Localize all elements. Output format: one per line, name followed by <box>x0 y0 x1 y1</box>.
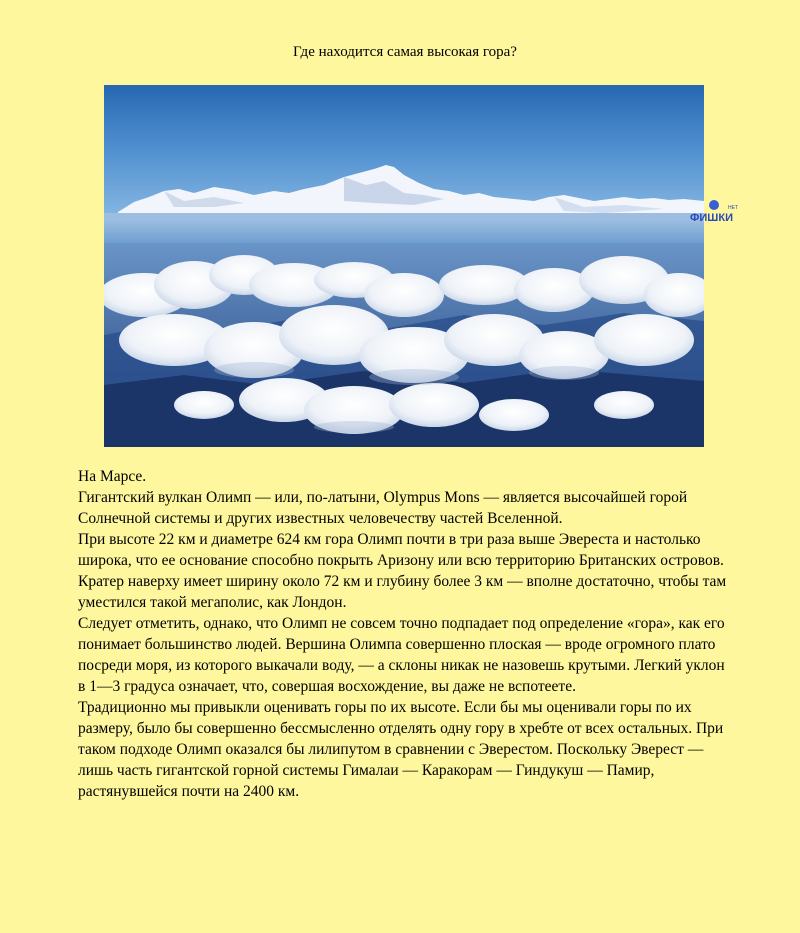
watermark-logo <box>688 199 740 225</box>
article-paragraph: Гигантский вулкан Олимп — или, по-латыни, Olympus Mons — является высочайшей горой Солнечной системы и других известных человечеству частей Вселенной. <box>78 489 688 527</box>
article-paragraph: При высоте 22 км и диаметре 624 км гора Олимп почти в три раза выше Эвереста и настолько широка, что ее основание способно покрыть Аризону или всю территорию Британских островов. Кратер наверху имеет ширину около 72 км и глубину более 3 км — вполне достаточно, чтобы там уместился такой мегаполис, как Лондон. <box>78 531 727 611</box>
article-body <box>78 466 728 802</box>
page-title: Где находится самая высокая гора? <box>293 44 517 60</box>
article-paragraph: Традиционно мы привыкли оценивать горы по их высоте. Если бы мы оценивали горы по их размеру, было бы совершенно бессмысленно отделять одну гору в хребте от всех остальных. При таком подходе Олимп оказался бы лилипутом в сравнении с Эверестом. Поскольку Эверест — лишь часть гигантской горной системы Гималаи — Каракорам — Гиндукуш — Памир, растянувшейся почти на 2400 км. <box>78 699 724 800</box>
svg-text:НЕТ: НЕТ <box>728 205 738 211</box>
article-paragraph: На Марсе. <box>78 468 147 485</box>
mountain-photo <box>104 85 704 447</box>
article-paragraph: Следует отметить, однако, что Олимп не совсем точно подпадает под определение «гора», как его понимает большинство людей. Вершина Олимпа совершенно плоская — вроде огромного плато посреди моря, из которого выкачали воду, — а склоны никак не назовешь крутыми. Легкий уклон в 1—3 градуса означает, что, совершая восхождение, вы даже не вспотеете. <box>78 615 725 695</box>
svg-text:ФИШКИ: ФИШКИ <box>690 212 733 224</box>
